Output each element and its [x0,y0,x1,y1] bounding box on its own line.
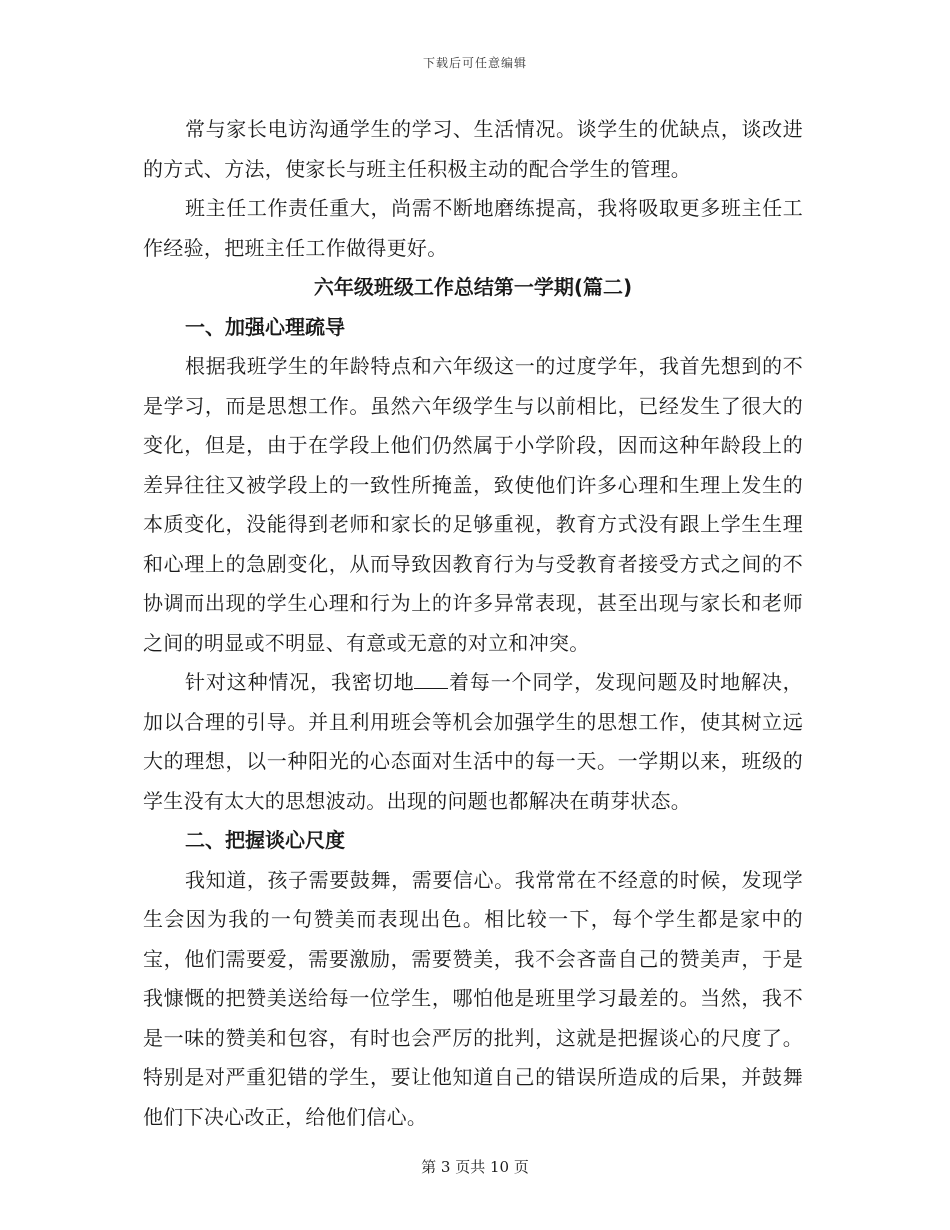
paragraph-4-part-2: 着每一个同学，发现问题及时地解决，加以合理的引导。并且利用班会等机会加强学生的思想工作，使其树立远大的理想，以一种阳光的心态面对生活中的每一天。一学期以来，班级的学生没有太大的思想波动。出现的问题也都解决在萌芽状态。 [143,670,803,813]
header-note: 下载后可任意编辑 [422,56,527,70]
paragraph-1: 常与家长电访沟通学生的学习、生活情况。谈学生的优缺点，谈改进的方式、方法，使家长与班主任积极主动的配合学生的管理。 [143,117,803,181]
page-number: 第 3 页共 10 页 [421,1158,529,1176]
heading-1: 一、加强心理疏导 [185,314,345,339]
paragraph-5: 我知道，孩子需要鼓舞，需要信心。我常常在不经意的时候，发现学生会因为我的一句赞美而表现出色。相比较一下，每个学生都是家中的宝，他们需要爱，需要激励，需要赞美，我不会吝啬自己的赞美声，于是我慷慨的把赞美送给每一位学生，哪怕他是班里学习最差的。当然，我不是一味的赞美和包容，有时也会严厉的批判，这就是把握谈心的尺度了。特别是对严重犯错的学生，要让他知道自己的错误所造成的后果，并鼓舞他们下决心改正，给他们信心。 [143,867,803,1129]
document-body [143,110,803,1137]
paragraph-4 [143,663,803,821]
blank-underline [414,670,448,689]
paragraph-3: 根据我班学生的年龄特点和六年级这一的过度学年，我首先想到的不是学习，而是思想工作。虽然六年级学生与以前相比，已经发生了很大的变化，但是，由于在学段上他们仍然属于小学阶段，因而这种年龄段上的差异往往又被学段上的一致性所掩盖，致使他们许多心理和生理上发生的本质变化，没能得到老师和家长的足够重视，教育方式没有跟上学生生理和心理上的急剧变化，从而导致因教育行为与受教育者接受方式之间的不协调而出现的学生心理和行为上的许多异常表现，甚至出现与家长和老师之间的明显或不明显、有意或无意的对立和冲突。 [143,354,803,655]
paragraph-4-part-1: 针对这种情况，我密切地 [185,670,415,694]
paragraph-2: 班主任工作责任重大，尚需不断地磨练提高，我将吸取更多班主任工作经验，把班主任工作做得更好。 [143,196,803,260]
heading-2: 二、把握谈心尺度 [185,828,345,852]
section-title: 六年级班级工作总结第一学期(篇二) [313,275,633,299]
